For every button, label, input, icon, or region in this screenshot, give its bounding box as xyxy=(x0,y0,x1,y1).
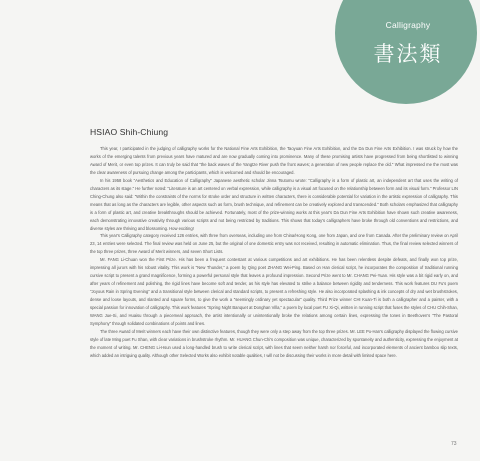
paragraph: This year, I participated in the judging of calligraphy works for the National Fine Arts Exhibition, the Taoyuan Fine Arts Exhibition, and the Da Dun Fine Arts Exhibition. I was struck by how the works of the emerging talents from previous years have matured and are now gradually coming into prominence. Many of these promising artists have progressed from being shortlisted to winning Award of Merit, or even top prizes. It can truly be said that "the back waves of the Yangtze River push the front waves; a generation of new people replace the old." What impressed me the most was the clear awareness of pursuing change among the participants, which is welcomed and should be encouraged. xyxy=(90,146,458,175)
category-label-zh: 書法類 xyxy=(373,42,443,66)
paragraph: Mr. FANG Li-Chuan won the First Prize. His has been a frequent contestant at various competitions and art exhibitions. He has been relentless despite defeats, and finally won top prize, impressing all jurors with his robust vitality. This work is "New Thunder," a poem by Qing poet ZHANG Wei-Ping. Based on Han clerical script, he incorporates the composition of traditional running cursive script to present a grand magnificence, forming a powerful personal style that leaves a profound impression. Second Prize went to Mr. CHANG Pei-Yuan. His style was a bit rigid early on, and after years of refinement and polishing, the rigid lines have become soft and tender, as his style has elevated to strike a balance between rigidity and tenderness. This work features DU Fu's poem "Joyous Rain in Spring Evening" and a transitional style between clerical and standard scripts, to present a refreshing style. He also incorporated splashing & ink concepts of dry and wet brushstrokes, dense and loose layouts, and slanted and square forms, to give the work a "seemingly ordinary yet spectacular" quality. Third Prize winner CHI Kuan-Ti is both a calligrapher and a painter, with a special passion for innovation of calligraphy. This work features "Spring Night Banquet at Donghan Villa," a poem by local poet FU Xi-Qi, written in running script that fuses the styles of CHU Chih-Shan, WANG Jue-Si, and Huaisu through a piecemeal approach, the artist intentionally or unintentionally broke the relations among certain lines, expressing the tones in Beethoven's "The Pastoral Symphony" through solidated combinations of points and lines. xyxy=(90,257,458,326)
paragraph: This year's Calligraphy category received 126 entries, with three from overseas, including one from China/Hong Kong, one from Japan, and one from Canada. After the preliminary review on April 23, 14 entries were selected. The final review was held on June 25, but the original of one domestic entry was not received, resulting in automatic elimination. Thus, the final review selected winners of the top three prizes, three Award of Merit winners, and seven Short Lists. xyxy=(90,233,458,255)
author-name: HSIAO Shih-Chiung xyxy=(90,127,169,137)
category-label-en: Calligraphy xyxy=(385,20,431,30)
paragraph: The three Award of Merit winners each have their own distinctive features, though they were only a step away from the top three prizes. Mr. LEE Po-Han's calligraphy displayed the flowing cursive style of late Ming poet Fu Shan, with clear variations in brushstroke rhythm. Mr. HUANG Chun-Chi's composition was unique, characterized by spontaneity and authenticity, expressing the enjoyment at the moment of writing. Mr. CHENG Li-Hsun used a long-handled brush to write clerical script, with lines that seem neither harsh nor forceful, and incorporated elements of ancient bamboo slip texts, which added an intriguing quality. Although other Selected Works also exhibit notable qualities, I will not be discussing their works in more detail with limited space here. xyxy=(90,328,458,358)
article-body xyxy=(90,145,458,360)
paragraph: In his 1958 book "Aesthetics and Education of Calligraphy" Japanese aesthetic scholar Jinna Tsutomu wrote: "Calligraphy is a form of plastic art, an independent art that uses the writing of characters as its stage." He further noted: "Literature is an art centered on verbal expression, while calligraphy is a visual art focused on the relationship between form and its visual form." Professor LIN Ching-Chung also said: "Within the constraints of the norms for stroke order and structure in written characters, there is considerable potential for variation in the artistic expression of calligraphy. This means that as long as the characters are legible, other aspects such as form, brush technique, and refinement can be creatively explored and transcended." Both scholars emphasized that calligraphy is a form of plastic art, and creative breakthroughs should be achieved. Fortunately, most of the prize-winning works at this year's Da Dun Fine Arts Exhibition have shown such creative awareness, each demonstrating innovative creativity through various scripts and not being restricted by traditions. This shows that today's calligraphers have broke through old conventions and restrictions, and diverse styles are thriving and blossoming. How exciting! xyxy=(90,177,458,231)
page-number: 73 xyxy=(451,441,457,447)
